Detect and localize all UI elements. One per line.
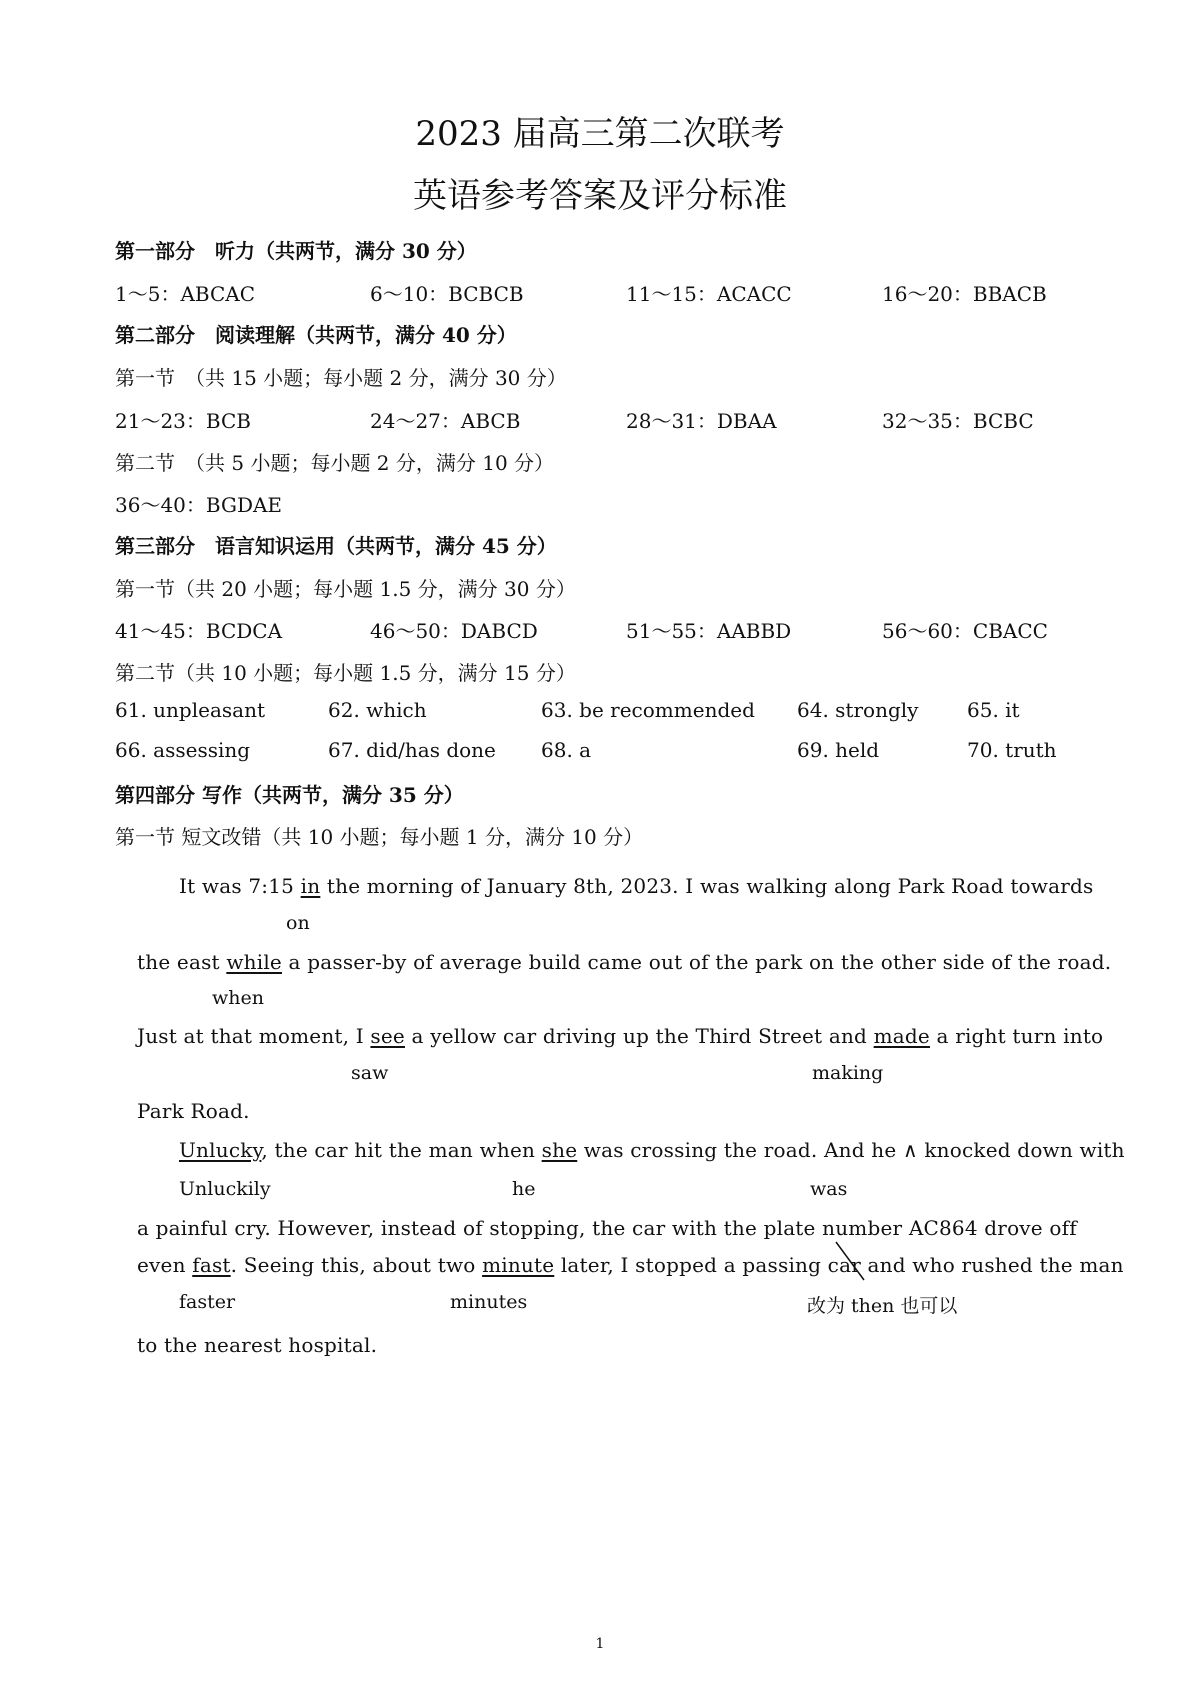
answer-group: 24～27：ABCB bbox=[370, 409, 521, 433]
error-word: in bbox=[300, 874, 321, 898]
passage-line: It was 7:15 in the morning of January 8th, 2023. I was walking along Park Road towards bbox=[179, 874, 1094, 898]
part1-heading: 第一部分 听力（共两节，满分 30 分） bbox=[115, 239, 477, 263]
error-word: she bbox=[541, 1138, 578, 1162]
passage-line: even fast. Seeing this, about two minute later, I stopped a passing car and who rushed the man bbox=[137, 1253, 1124, 1277]
correction: minutes bbox=[450, 1291, 528, 1313]
answer-group: 11～15：ACACC bbox=[626, 282, 792, 306]
answer-group: 28～31：DBAA bbox=[626, 409, 777, 433]
answer-group: 16～20：BBACB bbox=[882, 282, 1047, 306]
correction: saw bbox=[351, 1062, 389, 1084]
part2-section1-heading: 第一节 （共 15 小题；每小题 2 分，满分 30 分） bbox=[115, 366, 567, 390]
error-word: fast bbox=[192, 1253, 231, 1277]
answer-group: 32～35：BCBC bbox=[882, 409, 1034, 433]
answer-group: 21～23：BCB bbox=[115, 409, 251, 433]
passage-line: Unlucky, the car hit the man when she was crossing the road. And he ∧ knocked down with bbox=[179, 1138, 1125, 1162]
answer-group: 56～60：CBACC bbox=[882, 619, 1048, 643]
answer-group: 36～40：BGDAE bbox=[115, 493, 283, 517]
passage-line: the east while a passer-by of average build came out of the park on the other side of the road. bbox=[137, 950, 1112, 974]
answer-item: 61. unpleasant bbox=[115, 698, 265, 722]
page-title: 2023 届高三第二次联考 bbox=[415, 114, 785, 154]
answer-item: 62. which bbox=[328, 698, 427, 722]
error-word: see bbox=[370, 1024, 405, 1048]
error-word: Unlucky bbox=[179, 1138, 262, 1162]
page-subtitle: 英语参考答案及评分标准 bbox=[413, 176, 787, 216]
part3-section2-heading: 第二节（共 10 小题；每小题 1.5 分，满分 15 分） bbox=[115, 661, 576, 685]
error-word: made bbox=[873, 1024, 930, 1048]
answer-item: 63. be recommended bbox=[541, 698, 755, 722]
answer-group: 51～55：AABBD bbox=[626, 619, 792, 643]
correction: was bbox=[810, 1178, 848, 1200]
correction: making bbox=[812, 1062, 884, 1084]
answer-group: 1～5：ABCAC bbox=[115, 282, 256, 306]
passage-line: to the nearest hospital. bbox=[137, 1333, 378, 1357]
correction: faster bbox=[179, 1291, 236, 1313]
error-word: minute bbox=[482, 1253, 555, 1277]
correction: on bbox=[286, 912, 310, 934]
answer-group: 6～10：BCBCB bbox=[370, 282, 524, 306]
answer-group: 46～50：DABCD bbox=[370, 619, 538, 643]
insert-caret: ∧ bbox=[902, 1138, 918, 1162]
page-number: 1 bbox=[595, 1636, 605, 1652]
correction: Unluckily bbox=[179, 1178, 271, 1200]
part2-heading: 第二部分 阅读理解（共两节，满分 40 分） bbox=[115, 323, 517, 347]
part4-section1-heading: 第一节 短文改错（共 10 小题；每小题 1 分，满分 10 分） bbox=[115, 825, 644, 849]
answer-item: 64. strongly bbox=[797, 698, 919, 722]
answer-item: 69. held bbox=[797, 738, 880, 762]
correction: when bbox=[212, 987, 264, 1009]
passage-line: a painful cry. However, instead of stopping, the car with the plate number AC864 drove off bbox=[137, 1216, 1077, 1240]
answer-group: 41～45：BCDCA bbox=[115, 619, 283, 643]
part4-heading: 第四部分 写作（共两节，满分 35 分） bbox=[115, 783, 464, 807]
passage-line: Just at that moment, I see a yellow car driving up the Third Street and made a right turn into bbox=[137, 1024, 1104, 1048]
correction: he bbox=[512, 1178, 536, 1200]
part2-section2-heading: 第二节 （共 5 小题；每小题 2 分，满分 10 分） bbox=[115, 451, 555, 475]
answer-item: 66. assessing bbox=[115, 738, 251, 762]
answer-item: 65. it bbox=[967, 698, 1020, 722]
passage-line: Park Road. bbox=[137, 1099, 250, 1123]
part3-heading: 第三部分 语言知识运用（共两节，满分 45 分） bbox=[115, 534, 557, 558]
answer-item: 68. a bbox=[541, 738, 592, 762]
error-word: while bbox=[226, 950, 282, 974]
strike-mark bbox=[832, 1240, 872, 1284]
answer-item: 70. truth bbox=[967, 738, 1057, 762]
part3-section1-heading: 第一节（共 20 小题；每小题 1.5 分，满分 30 分） bbox=[115, 577, 576, 601]
correction-note: 改为 then 也可以 bbox=[807, 1295, 958, 1317]
answer-item: 67. did/has done bbox=[328, 738, 496, 762]
